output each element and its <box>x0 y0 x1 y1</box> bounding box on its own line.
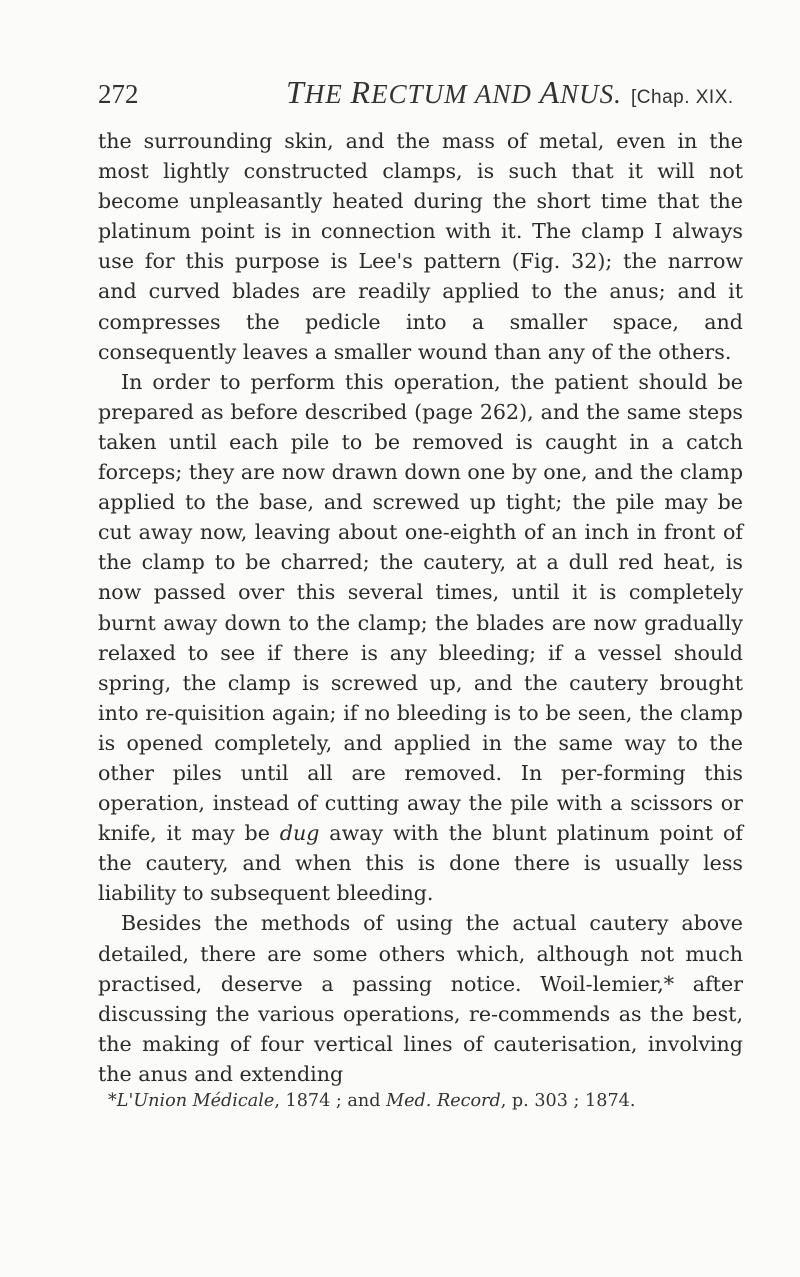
footnote: *L'Union Médicale, 1874 ; and Med. Record, p. 303 ; 1874. <box>108 1091 636 1111</box>
chapter-label: [Chap. XIX. <box>631 87 734 108</box>
paragraph: Besides the methods of using the actual cautery above detailed, there are some others which, although not much practised, deserve a passing notice. Woil-lemier,* after discussing the various operations, re-commends as the best, the making of four vertical lines of cauterisation, involving the anus and extending <box>98 911 743 1086</box>
page-number: 272 <box>98 79 139 109</box>
running-header <box>98 74 743 114</box>
emphasis: dug <box>279 821 320 846</box>
running-title: THE RECTUM AND ANUS. <box>286 74 622 110</box>
paragraph: the surrounding skin, and the mass of metal, even in the most lightly constructed clamps, is such that it will not become unpleasantly heated during the short time that the platinum point is in connection with it. The clamp I always use for this purpose is Lee's pattern (Fig. 32); the narrow and curved blades are readily applied to the anus; and it compresses the pedicle into a smaller space, and consequently leaves a smaller wound than any of the others. <box>98 129 743 364</box>
footnote-journal: L'Union Médicale <box>116 1091 275 1111</box>
footnote-marker: * <box>108 1091 117 1111</box>
footnote-journal: Med. Record <box>386 1091 501 1111</box>
paragraph: In order to perform this operation, the patient should be prepared as before described (page 262), and the same steps taken until each pile to be removed is caught in a catch forceps; they are now drawn down one by one, and the clamp applied to the base, and screwed up tight; the pile may be cut away now, leaving about one-eighth of an inch in front of the clamp to be charred; the cautery, at a dull red heat, is now passed over this several times, until it is completely burnt away down to the clamp; the blades are now gradually relaxed to see if there is any bleeding; if a vessel should spring, the clamp is screwed up, and the cautery brought into re-quisition again; if no bleeding is to be seen, the clamp is opened completely, and applied in the same way to the other piles until all are removed. In per-forming this operation, instead of cutting away the pile with a scissors or knife, it may be dug away with the blunt platinum point of the cautery, and when this is done there is usually less liability to subsequent bleeding. <box>98 369 743 906</box>
book-page <box>98 74 743 1113</box>
body-text <box>98 126 743 1089</box>
